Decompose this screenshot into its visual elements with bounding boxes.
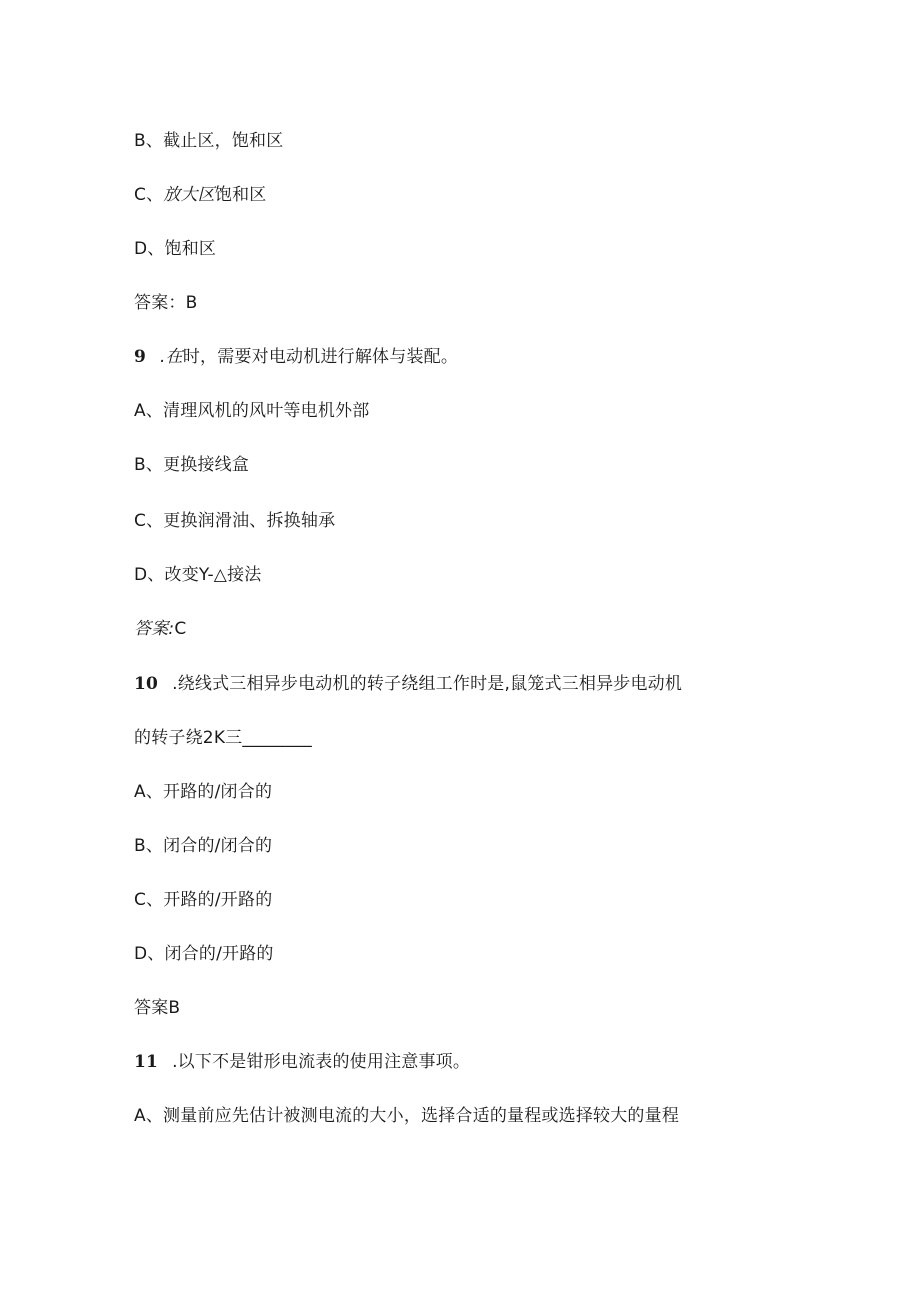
q8-option-c-rest: 饱和区 — [214, 185, 267, 205]
q10-option-b: B、闭合的/闭合的 — [134, 836, 273, 856]
q9-stem-italic: .在 — [160, 347, 183, 367]
q9-option-a: A、清理风机的风叶等电机外部 — [134, 401, 370, 421]
q8-option-c-italic: 放大区 — [163, 185, 215, 205]
q9-answer-value: C — [174, 619, 187, 639]
q8-answer: 答案：B — [134, 293, 198, 313]
q11-number: 11 — [134, 1052, 159, 1072]
q9-answer — [134, 618, 186, 640]
q10-option-d: D、闭合的/开路的 — [134, 944, 274, 964]
q8-option-c-prefix: C、 — [134, 185, 164, 205]
q10-option-a: A、开路的/闭合的 — [134, 782, 273, 802]
q9-option-b: B、更换接线盒 — [134, 455, 250, 475]
q9-number: 9 — [134, 347, 147, 367]
q10-stem-line1 — [134, 673, 682, 695]
q9-option-c: C、更换润滑油、拆换轴承 — [134, 511, 336, 531]
q9-stem-rest: 时，需要对电动机进行解体与装配。 — [182, 347, 459, 367]
q10-stem-line2: 的转子绕2K三________ — [134, 728, 312, 748]
q11-stem-text: .以下不是钳形电流表的使用注意事项。 — [172, 1052, 471, 1072]
q11-stem — [134, 1051, 470, 1073]
q8-option-b: B、截止区，饱和区 — [134, 131, 284, 151]
q8-option-c — [134, 184, 267, 206]
q11-option-a: A、测量前应先估计被测电流的大小，选择合适的量程或选择较大的量程 — [134, 1106, 680, 1126]
q10-number: 10 — [134, 674, 159, 694]
q9-option-d: D、改变Y-△接法 — [134, 565, 262, 585]
q9-answer-label: 答案: — [134, 619, 175, 639]
q8-option-d: D、饱和区 — [134, 239, 217, 259]
q10-stem-text: .绕线式三相异步电动机的转子绕组工作时是,鼠笼式三相异步电动机 — [172, 674, 683, 694]
q9-stem — [134, 346, 458, 368]
q10-option-c: C、开路的/开路的 — [134, 890, 273, 910]
q10-answer: 答案B — [134, 998, 181, 1018]
